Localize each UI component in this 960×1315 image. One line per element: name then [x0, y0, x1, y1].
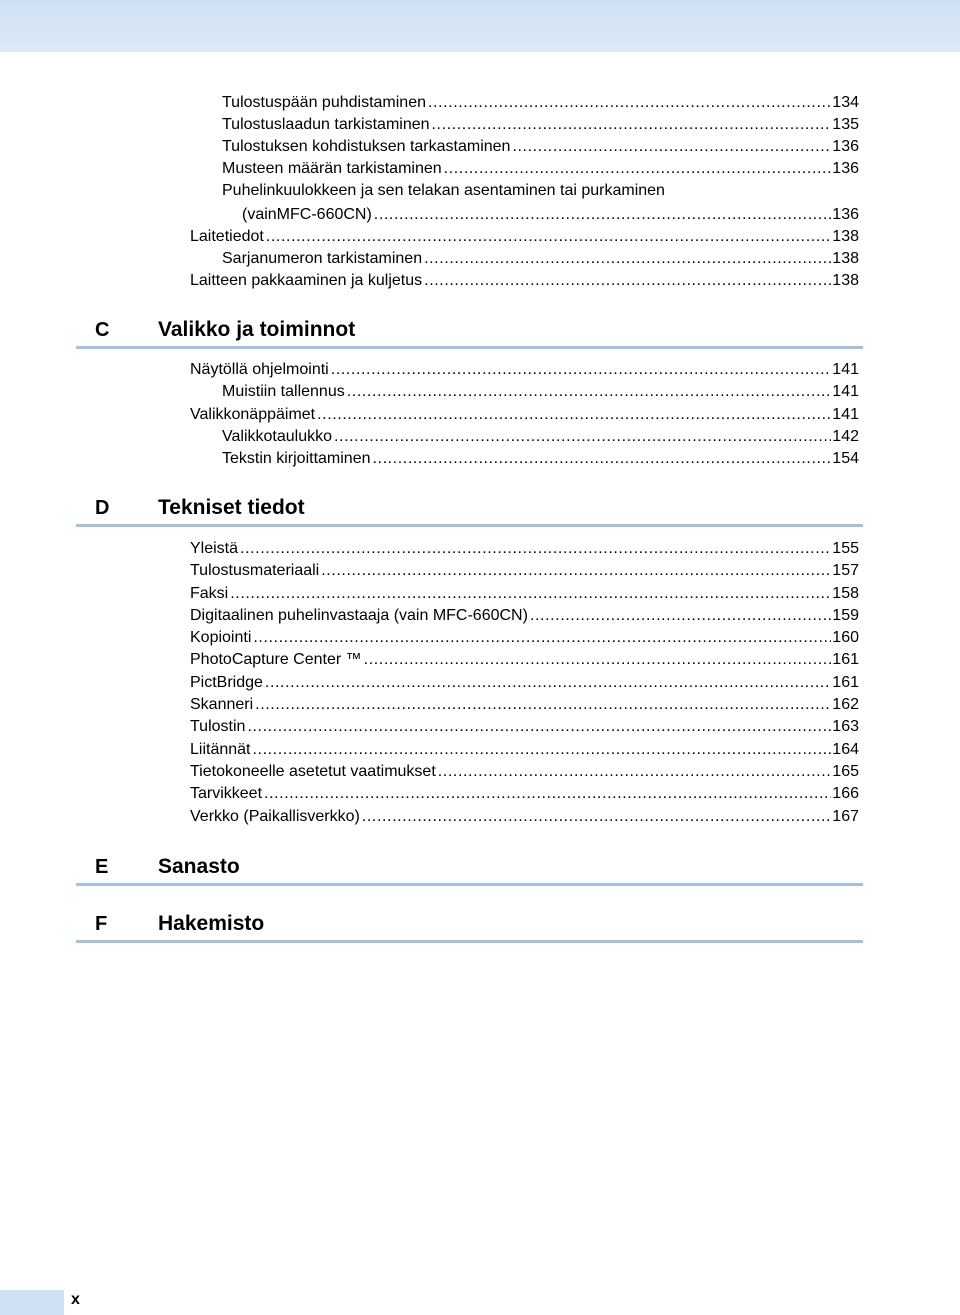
dot-leader [362, 807, 831, 827]
toc-entry-title: Faksi [190, 585, 229, 602]
header-band [0, 0, 960, 52]
toc-entry-title: Tulostusmateriaali [190, 562, 320, 579]
chapter-letter: E [95, 856, 109, 878]
toc-entry-title: (vainMFC-660CN) [242, 206, 372, 223]
toc-entry[interactable] [190, 269, 859, 291]
page-number: x [71, 1291, 80, 1308]
toc-entry[interactable] [190, 805, 859, 827]
chapter-letter: C [95, 319, 110, 341]
dot-leader [444, 159, 832, 179]
toc-entry[interactable] [190, 738, 859, 760]
dot-leader [230, 584, 831, 604]
toc-entry[interactable] [190, 582, 859, 604]
dot-leader [364, 650, 832, 670]
toc-entry[interactable] [190, 537, 859, 559]
toc-entry-page: 160 [832, 629, 859, 646]
toc-entry-title: PhotoCapture Center ™ [190, 651, 362, 668]
dot-leader [347, 382, 832, 402]
dot-leader [334, 427, 831, 447]
toc-entry[interactable] [222, 447, 859, 469]
toc-entry-page: 134 [832, 94, 859, 111]
dot-leader [240, 539, 831, 559]
toc-entry-title: Valikkonäppäimet [190, 406, 316, 423]
toc-entry-title: Laitetiedot [190, 228, 264, 245]
toc-entry-title: Laitteen pakkaaminen ja kuljetus [190, 272, 423, 289]
dot-leader [255, 695, 831, 715]
toc-entry-page: 162 [832, 696, 859, 713]
toc-entry-page: 138 [832, 250, 859, 267]
toc-entry-page: 158 [832, 585, 859, 602]
chapter-title: Sanasto [158, 855, 240, 878]
toc-entry-page: 136 [832, 206, 859, 223]
toc-entry-page: 161 [832, 651, 859, 668]
dot-leader [373, 449, 832, 469]
chapter-heading-c[interactable] [76, 314, 863, 349]
toc-entry[interactable] [242, 203, 859, 225]
toc-entry-page: 157 [832, 562, 859, 579]
dot-leader [530, 606, 831, 626]
toc-entry[interactable] [190, 604, 859, 626]
toc-entry[interactable] [222, 91, 859, 113]
toc-entry-title: Tekstin kirjoittaminen [222, 450, 371, 467]
dot-leader [317, 405, 831, 425]
toc-entry-title: Tulostuspään puhdistaminen [222, 94, 426, 111]
toc-entry-page: 142 [832, 428, 859, 445]
dot-leader [428, 93, 831, 113]
toc-entry-title: Digitaalinen puhelinvastaaja (vain MFC-660CN) [190, 607, 528, 624]
toc-entry-title: Tulostin [190, 718, 246, 735]
dot-leader [331, 360, 832, 380]
dot-leader [265, 673, 831, 693]
dot-leader [424, 249, 831, 269]
dot-leader [424, 271, 831, 291]
toc-entry-title: Puhelinkuulokkeen ja sen telakan asentaminen tai purkaminen [222, 182, 665, 199]
toc-entry-title: Tulostuksen kohdistuksen tarkastaminen [222, 138, 511, 155]
toc-entry-title: Näytöllä ohjelmointi [190, 361, 329, 378]
toc-entry-page: 138 [832, 272, 859, 289]
dot-leader [253, 740, 832, 760]
dot-leader [321, 561, 831, 581]
chapter-heading-e[interactable] [76, 851, 863, 886]
toc-entry[interactable] [222, 247, 859, 269]
toc-entry-page: 154 [832, 450, 859, 467]
toc-entry-title: Muistiin tallennus [222, 383, 345, 400]
chapter-title: Valikko ja toiminnot [158, 318, 356, 341]
chapter-letter: D [95, 497, 110, 519]
toc-entry-page: 138 [832, 228, 859, 245]
toc-entry-title: Valikkotaulukko [222, 428, 332, 445]
toc-entry-page: 136 [832, 160, 859, 177]
toc-entry-page: 135 [832, 116, 859, 133]
chapter-title: Hakemisto [158, 912, 265, 935]
toc-entry-title: Tulostuslaadun tarkistaminen [222, 116, 430, 133]
toc-entry[interactable] [222, 179, 665, 201]
toc-entry[interactable] [190, 403, 859, 425]
dot-leader [253, 628, 831, 648]
toc-entry-title: Skanneri [190, 696, 254, 713]
dot-leader [512, 137, 831, 157]
dot-leader [374, 205, 832, 225]
toc-entry-page: 165 [832, 763, 859, 780]
toc-entry[interactable] [190, 648, 859, 670]
toc-entry[interactable] [222, 380, 859, 402]
toc-entry-title: Liitännät [190, 741, 251, 758]
toc-entry[interactable] [190, 693, 859, 715]
toc-entry[interactable] [190, 626, 859, 648]
toc-entry[interactable] [190, 760, 859, 782]
toc-entry[interactable] [222, 425, 859, 447]
toc-entry[interactable] [190, 715, 859, 737]
toc-entry-title: Kopiointi [190, 629, 252, 646]
toc-entry-title: Musteen määrän tarkistaminen [222, 160, 442, 177]
chapter-title: Tekniset tiedot [158, 496, 305, 519]
toc-entry-page: 167 [832, 808, 859, 825]
toc-entry-page: 141 [832, 361, 859, 378]
dot-leader [432, 115, 832, 135]
toc-entry-page: 161 [832, 674, 859, 691]
toc-entry-title: Tietokoneelle asetetut vaatimukset [190, 763, 436, 780]
toc-entry[interactable] [222, 157, 859, 179]
toc-entry-page: 155 [832, 540, 859, 557]
toc-entry[interactable] [190, 225, 859, 247]
toc-entry-page: 164 [832, 741, 859, 758]
toc-entry[interactable] [190, 358, 859, 380]
chapter-heading-d[interactable] [76, 492, 863, 527]
toc-entry-title: Yleistä [190, 540, 239, 557]
toc-entry-page: 136 [832, 138, 859, 155]
dot-leader [264, 784, 831, 804]
toc-entry-title: Verkko (Paikallisverkko) [190, 808, 360, 825]
toc-entry[interactable] [222, 135, 859, 157]
chapter-letter: F [95, 913, 108, 935]
toc-entry-page: 141 [832, 406, 859, 423]
toc-entry-title: PictBridge [190, 674, 263, 691]
dot-leader [266, 227, 831, 247]
toc-entry-title: Sarjanumeron tarkistaminen [222, 250, 423, 267]
toc-entry[interactable] [190, 671, 859, 693]
footer-tab [0, 1290, 64, 1315]
toc-entry-page: 166 [832, 785, 859, 802]
dot-leader [438, 762, 832, 782]
toc-entry[interactable] [190, 782, 859, 804]
toc-entry-page: 141 [832, 383, 859, 400]
toc-entry-title: Tarvikkeet [190, 785, 263, 802]
chapter-heading-f[interactable] [76, 908, 863, 943]
toc-entry[interactable] [222, 113, 859, 135]
toc-entry-page: 163 [832, 718, 859, 735]
dot-leader [247, 717, 831, 737]
toc-entry-page: 159 [832, 607, 859, 624]
toc-entry[interactable] [190, 559, 859, 581]
